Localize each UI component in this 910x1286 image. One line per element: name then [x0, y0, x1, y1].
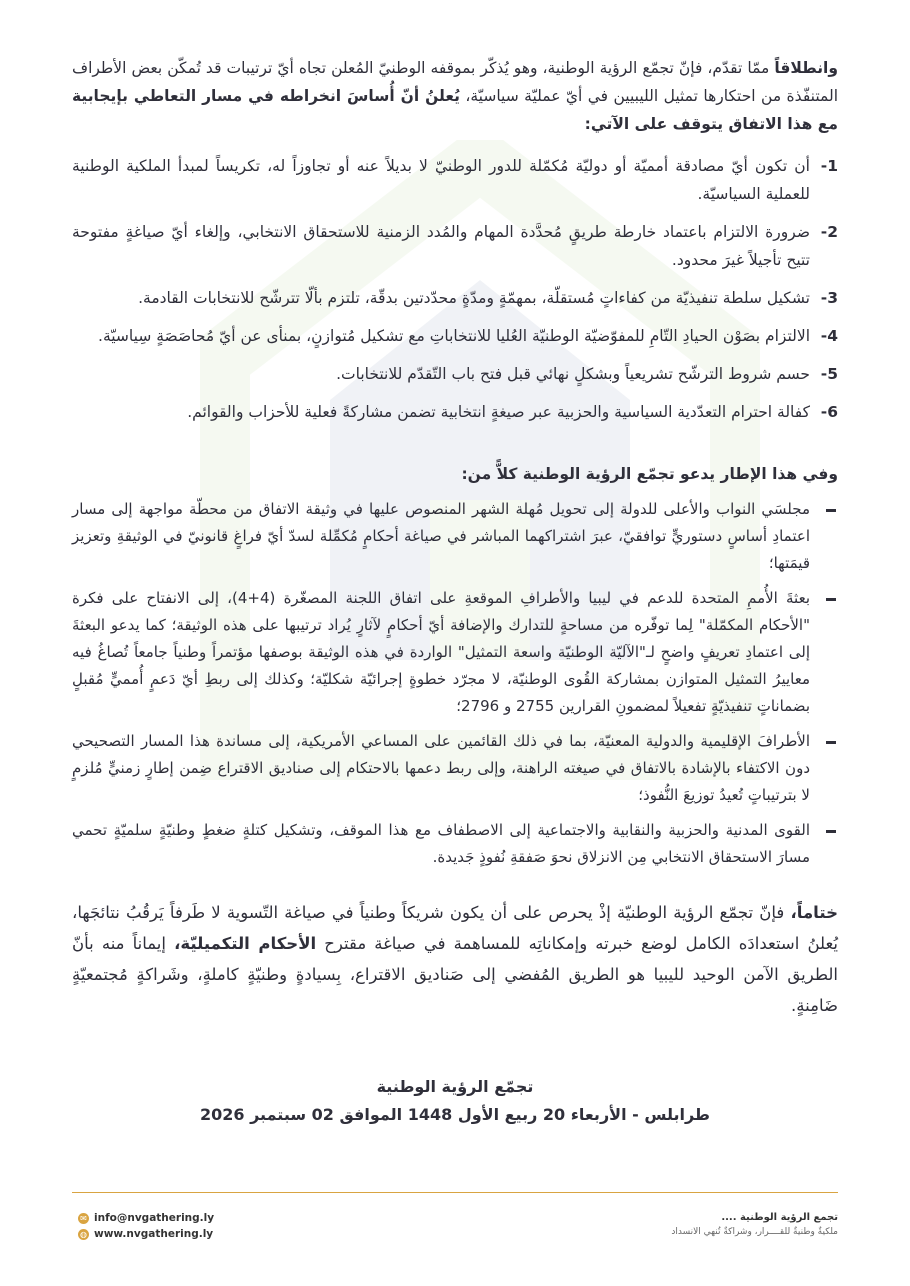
closing-emphasis: الأحكام التكميليّة،	[174, 934, 317, 953]
mail-icon: ✉	[78, 1213, 89, 1224]
closing-lead: ختاماً،	[790, 903, 838, 922]
globe-icon: ◍	[78, 1229, 89, 1240]
call-heading: وفي هذا الإطار يدعو تجمّع الرؤية الوطنية كلاًّ من:	[461, 465, 838, 483]
call-text: الأطرافَ الإقليمية والدولية المعنيّة، بما في ذلك القائمين على المساعي الأمريكية، إلى مساندة هذا المسار التصحيحي دون الاكتفاء بالإشادة بالاتفاق في صيغته الراهنة، وإلى ربط دعمها بالاحتكام إلى صناديق الاقتراع ضِمن إطارٍ زمنيٍّ مُلزمٍ لا بترتيباتٍ تُعيدُ توزيعَ النُّفوذ؛	[72, 732, 810, 804]
condition-text: كفالة احترام التعدّدية السياسية والحزبية عبر صيغةٍ انتخابية تضمن مشاركةً فعلية للأحزاب والقوائم.	[187, 403, 810, 421]
condition-text: أن تكون أيّ مصادقة أمميّة أو دوليّة مُكمّلة للدور الوطنيّ لا بديلاً عنه أو تجاوزاً له، تكريساً لمبدأ الملكية الوطنية للعملية السياسيّة.	[72, 157, 810, 203]
footer-website-text[interactable]: www.nvgathering.ly	[94, 1228, 214, 1240]
condition-item	[72, 322, 838, 350]
signature-block	[72, 1073, 838, 1129]
bullet-dash-icon	[826, 830, 836, 833]
intro-body: ممّا تقدّم، فإنّ تجمّع الرؤية الوطنية، وهو يُذكّر بموقفه الوطنيّ المُعلن تجاه أيّ ترتيبات قد تُمكّن بعض الأطراف المتنفّذة من احتكارها تمثيل الليبيين في أيّ عمليّة سياسيّة،	[72, 59, 838, 105]
condition-number: -5	[820, 365, 838, 383]
call-item	[72, 817, 838, 871]
condition-text: ضرورة الالتزام باعتماد خارطة طريقٍ مُحدَّدة المهام والمُدد الزمنية للاستحقاق الانتخابي، وإلغاء أيّ صياغةٍ مفتوحة تتيح تأجيلاً غيرَ محدود.	[72, 223, 810, 269]
call-item	[72, 585, 838, 720]
footer-slogan: ملكيةٌ وطنيةٌ للقــــرار، وشراكةٌ تُنهي الانسداد	[671, 1227, 838, 1237]
closing-paragraph	[72, 897, 838, 1021]
intro-emphasis: يُعلنُ أنّ أُساسَ انخراطه في مسار التعاطي بإيجابية مع هذا الاتفاق يتوقف على الآتي:	[72, 87, 838, 133]
signature-date: طرابلس - الأربعاء 20 ربيع الأول 1448 الموافق 02 سبتمبر 2026	[199, 1105, 710, 1124]
condition-number: -3	[820, 289, 838, 307]
footer-divider	[72, 1192, 838, 1193]
condition-item	[72, 152, 838, 208]
conditions-list	[72, 152, 838, 426]
condition-text: تشكيل سلطة تنفيذيّة من كفاءاتٍ مُستقلّة، بمهمّةٍ ومدّةٍ محدّدتين بدقّة، تلتزم بألّا تترشّح للانتخابات القادمة.	[138, 289, 810, 307]
call-item	[72, 496, 838, 577]
closing-body: فإنّ تجمّع الرؤية الوطنيّة إذْ يحرص على أن يكون شريكاً وطنياً في صياغة التّسوية لا طَرفاً يَرقُبُ نتائجَها، يُعلنُ استعدادَه الكامل لوضع خبرته وإمكاناتِه للمساهمة في صياغة مقترح	[72, 903, 839, 953]
closing-tail: إيماناً منه بأنّ الطريق الآمن الوحيد لليبيا هو الطريق المُفضي إلى صَناديق الاقتراع، بِسيادةٍ وطنيّةٍ كاملةٍ، وشَراكةٍ مُجتمعيّةٍ ضَامِنةٍ.	[72, 934, 838, 1015]
bullet-dash-icon	[826, 598, 836, 601]
footer-contacts	[78, 1212, 214, 1244]
condition-text: حسم شروط الترشّح تشريعياً وبشكلٍ نهائي قبل فتح باب التّقدّم للانتخابات.	[336, 365, 810, 383]
intro-paragraph	[72, 54, 838, 138]
condition-number: -1	[820, 157, 838, 175]
footer-org-name: تجمع الرؤية الوطنية ....	[721, 1212, 838, 1223]
calls-list	[72, 496, 838, 871]
bullet-dash-icon	[826, 741, 836, 744]
condition-number: -4	[820, 327, 838, 345]
intro-lead: وانطلاقاً	[774, 59, 838, 77]
call-text: بعثةَ الأُممِ المتحدة للدعم في ليبيا والأطرافِ الموقعةِ على اتفاق اللجنة المصغّرة (4+4)، إلى الانفتاح على فكرة "الأحكام المكمّلة" لِما توفّره من مساحةٍ للتدارك والإضافة أيّ أحكامٍ لآثارٍ يُراد ترتيبها على هذه الوثيقة؛ كما يدعو البعثةَ إلى اعتمادِ تعريفٍ واضحٍ لـ"الآليّة الوطنيّة واسعة التمثيل" الواردة في هذه الوثيقة بوصفها مؤتمراً وطنياً جامعاً تُصاغُ فيه معاييرُ التمثيل المتوازن بمشاركة القُوى الوطنيّة، لا مجرّد خطوةٍ إجرائيّة شكليّة؛ وكذلك إلى ربطِ أيّ دَعمٍ أُمميٍّ مُقبلٍ بضماناتٍ تنفيذيّةٍ تفعيلاً لمضمونِ القرارين 2755 و 2796؛	[72, 589, 810, 715]
footer-website[interactable]	[78, 1228, 214, 1240]
condition-item	[72, 218, 838, 274]
signature-org: تجمّع الرؤية الوطنية	[376, 1077, 534, 1096]
call-item	[72, 728, 838, 809]
condition-number: -6	[820, 403, 838, 421]
call-text: القوى المدنية والحزبية والنقابية والاجتماعية إلى الاصطفاف مع هذا الموقف، وتشكيل كتلةٍ ضغطٍ وطنيّةٍ سلميّةٍ تحمي مسارَ الاستحقاق الانتخابي مِن الانزلاق نحوَ صَفقةِ نُفوذٍ جَديدة.	[72, 821, 810, 866]
bullet-dash-icon	[826, 509, 836, 512]
condition-number: -2	[820, 223, 838, 241]
condition-item	[72, 284, 838, 312]
condition-item	[72, 360, 838, 388]
call-text: مجلسَي النواب والأعلى للدولة إلى تحويل مُهلة الشهر المنصوص عليها في وثيقة الاتفاق من محطّة مواجهة إلى مسار اعتمادِ أساسٍ دستوريٍّ توافقيّ، عبرَ اشتراكهما المباشر في صياغة أحكامٍ مُكمِّلة لسدّ أيّ فراغٍ قانونيّ في الوثيقةِ وتعزيز قيمَتها؛	[72, 500, 810, 572]
condition-item	[72, 398, 838, 426]
footer-org	[671, 1212, 838, 1237]
footer-email[interactable]	[78, 1212, 214, 1224]
footer-email-text[interactable]: info@nvgathering.ly	[94, 1212, 215, 1224]
condition-text: الالتزام بصَوْن الحيادِ التّامِ للمفوّضيّة الوطنيّة العُليا للانتخاباتِ مع تشكيل مُتوازنٍ، بمنأى عن أيّ مُحاصَصَةٍ سِياسيّة.	[98, 327, 810, 345]
